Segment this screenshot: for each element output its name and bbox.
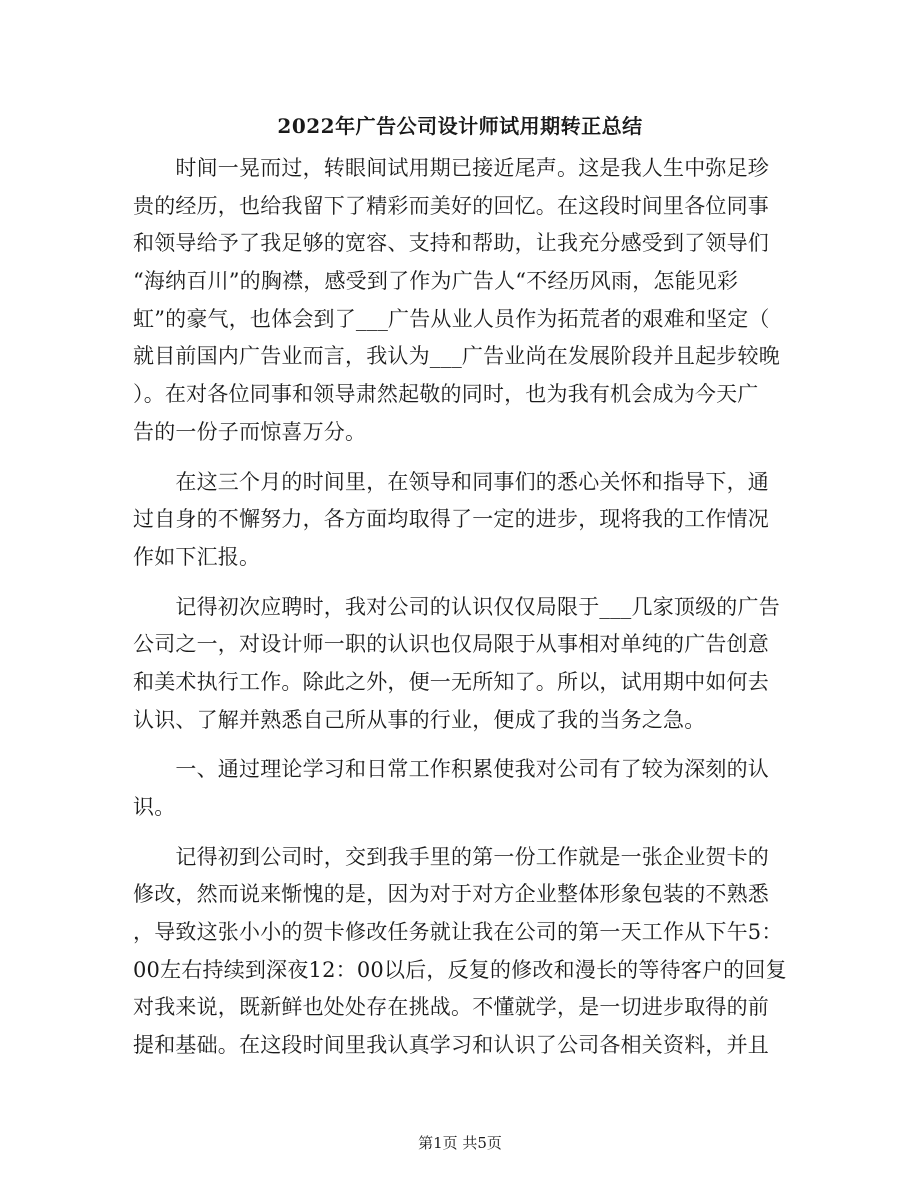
paragraph-gap	[133, 827, 793, 839]
paragraph-line: “海纳百川”的胸襟，感受到了作为广告人“不经历风雨，怎能见彩	[133, 269, 739, 294]
paragraph-line: 00左右持续到深夜12：00以后，反复的修改和漫长的等待客户的回复	[133, 957, 787, 982]
paragraph-line: 贵的经历，也给我留下了精彩而美好的回忆。在这段时间里各位同事	[133, 193, 769, 218]
document-body	[133, 150, 793, 1065]
paragraph-line: 作如下汇报。	[133, 544, 261, 569]
paragraph-line: 修改，然而说来惭愧的是，因为对于对方企业整体形象包装的不熟悉	[133, 882, 769, 907]
paragraph-line: 过自身的不懈努力，各方面均取得了一定的进步，现将我的工作情况	[133, 507, 769, 532]
paragraph-line: 公司之一，对设计师一职的认识也仅局限于从事相对单纯的广告创意	[133, 632, 769, 657]
paragraph-line: 记得初次应聘时，我对公司的认识仅仅局限于___几家顶级的广告	[133, 594, 780, 619]
section-heading-line: 一、通过理论学习和日常工作积累使我对公司有了较为深刻的认	[133, 757, 769, 782]
paragraph-gap	[133, 452, 793, 464]
paragraph-line: ）。在对各位同事和领导肃然起敬的同时，也为我有机会成为今天广	[133, 382, 759, 407]
section-heading-line: 识。	[133, 795, 176, 819]
paragraph-line: 时间一晃而过，转眼间试用期已接近尾声。这是我人生中弥足珍	[133, 156, 769, 180]
document-title: 2022年广告公司设计师试用期转正总结	[277, 114, 643, 138]
paragraph-gap	[133, 577, 793, 589]
paragraph-line: ，导致这张小小的贺卡修改任务就让我在公司的第一天工作从下午5：	[133, 920, 783, 945]
paragraph-gap	[133, 739, 793, 751]
paragraph-line: 就目前国内广告业而言，我认为___广告业尚在发展阶段并且起步较晚	[133, 344, 780, 369]
paragraph-line: 虹”的豪气，也体会到了___广告从业人员作为拓荒者的艰难和坚定（	[133, 306, 770, 331]
page-number-footer: 第1页 共5页	[418, 1134, 502, 1152]
paragraph-line: 在这三个月的时间里，在领导和同事们的悉心关怀和指导下，通	[133, 469, 769, 494]
paragraph-line: 提和基础。在这段时间里我认真学习和认识了公司各相关资料，并且	[133, 1033, 769, 1058]
paragraph-line: 告的一份子而惊喜万分。	[133, 419, 367, 444]
paragraph-line: 和美术执行工作。除此之外，便一无所知了。所以，试用期中如何去	[133, 669, 769, 694]
paragraph-line: 对我来说，既新鲜也处处存在挑战。不懂就学，是一切进步取得的前	[133, 995, 769, 1020]
paragraph-line: 认识、了解并熟悉自己所从事的行业，便成了我的当务之急。	[133, 707, 706, 732]
paragraph-line: 和领导给予了我足够的宽容、支持和帮助，让我充分感受到了领导们	[133, 231, 769, 256]
paragraph-line: 记得初到公司时，交到我手里的第一份工作就是一张企业贺卡的	[133, 844, 769, 869]
